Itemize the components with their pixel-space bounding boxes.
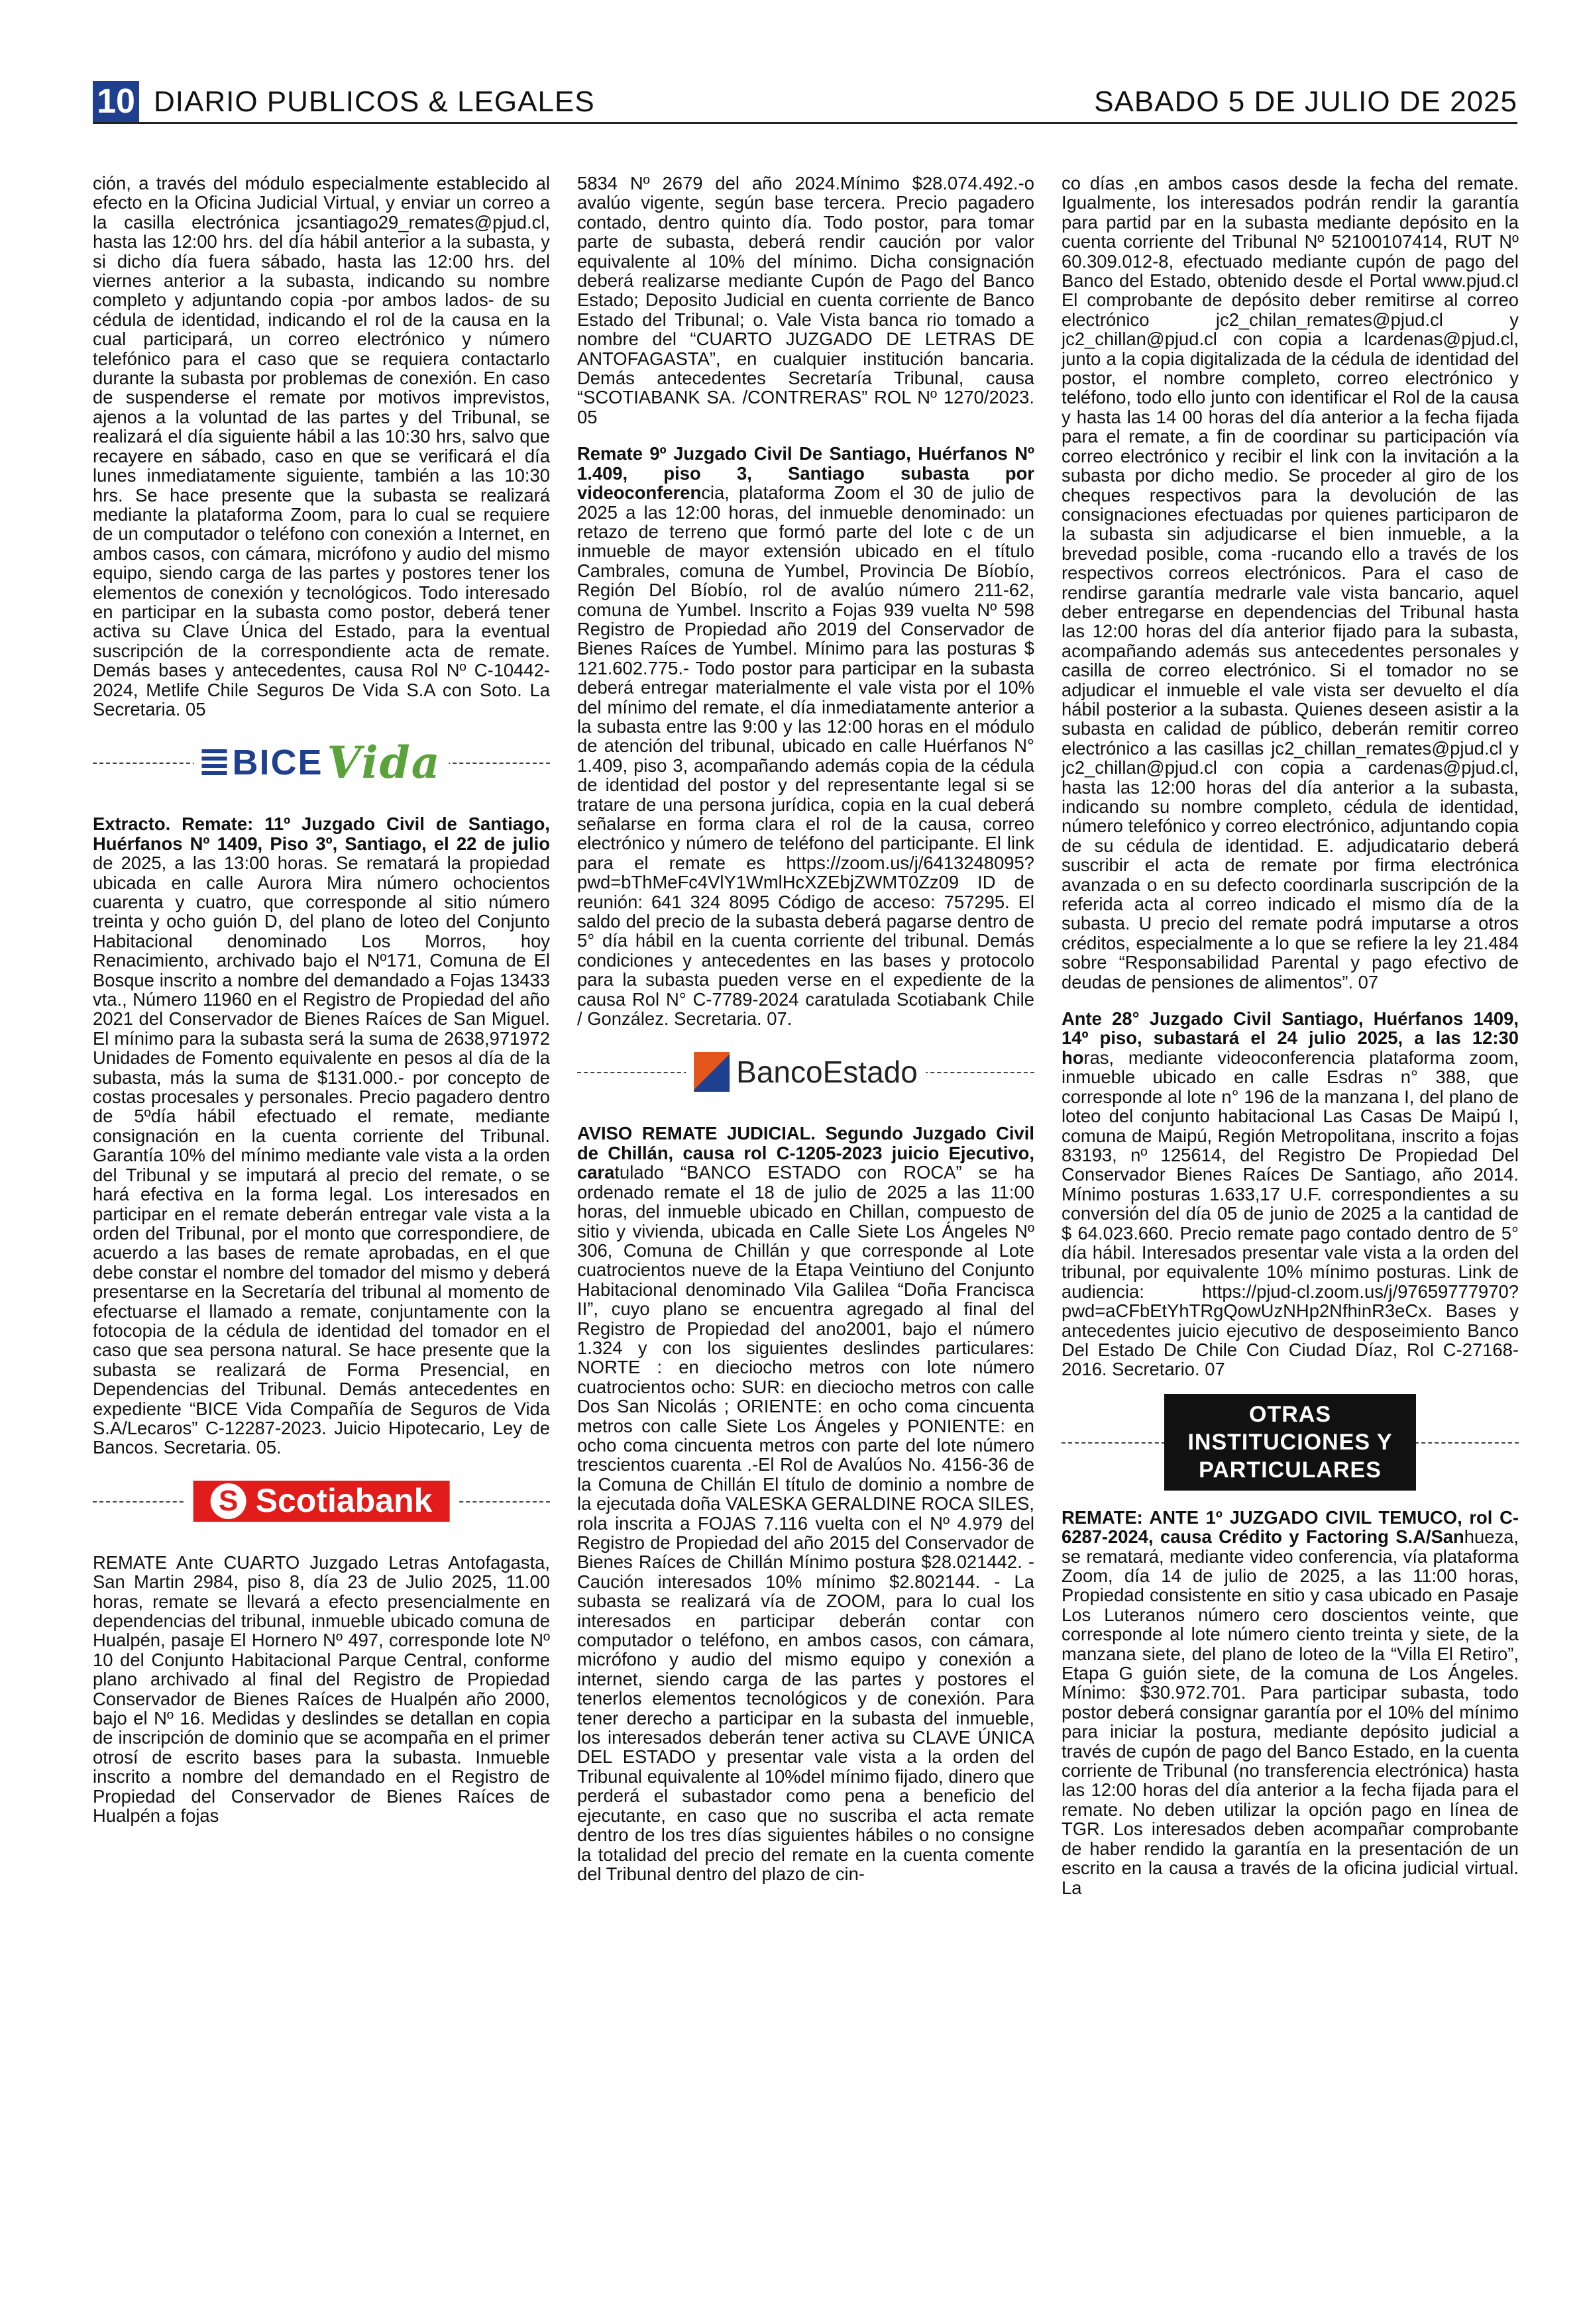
bancoestado-logo: BancoEstado <box>577 1039 1034 1105</box>
notice-heading: Extracto. Remate: 11º Juzgado Civil de Santiago, Huérfanos Nº 1409, Piso 3º, Santiago, el 22 de julio <box>93 814 550 854</box>
column-3 <box>1062 174 1519 1897</box>
bice-lines-icon <box>201 749 227 776</box>
notice-heading: Ante 28° Juzgado Civil Santiago, Huérfanos 1409, 14º piso, subastará el 24 julio 2025, a las 12:30 ho <box>1062 1008 1519 1068</box>
section-heading: OTRAS INSTITUCIONES Y PARTICULARES <box>1164 1394 1416 1491</box>
bice-vida-logo: BICE Vida <box>93 729 550 796</box>
column-1 <box>93 174 550 1825</box>
notice-paragraph: REMATE: ANTE 1º JUZGADO CIVIL TEMUCO, rol C-6287-2024, causa Crédito y Factoring S.A/Sanhueza, se rematará, mediante video conferencia, vía plataforma Zoom, día 14 de julio de 2025, a las 11:00 horas, Propiedad consistente en sitio y casa ubicado en Pasaje Los Luteranos número cero doscientos veinte, que corresponde al lote número ciento treinta y siete, de la manzana siete, del plano de loteo de la “Villa El Retiro”, Etapa G guión siete, de la comuna de Los Ángeles. Mínimo: $30.972.701. Para participar subasta, todo postor deberá consignar garantía por el 10% del mínimo para iniciar la postura, mediante depósito judicial a través de cupón de pago del Banco Estado, en la cuenta corriente de Tribunal (no transferencia electrónica) hasta las 12:00 horas del día anterior a la fecha fijada para el remate. No deben utilizar la opción pago en línea de TGR. Los interesados deben acompañar comprobante de haber rendido la garantía en la presentación de un escrito en la causa a través de la oficina judicial virtual. La <box>1062 1506 1519 1898</box>
notice-paragraph: co días ,en ambos casos desde la fecha del remate. Igualmente, los interesados podrán rendir la garantía para partid par en la subasta mediante depósito en la cuenta corriente del Tribunal Nº 52100107414, RUT Nº 60.309.012-8, efectuado mediante cupón de pago del Banco del Estado, obtenido desde el Portal www.pjud.cl El comprobante de depósito deber remitirse al correo electrónico jc2_chilan_remates@pjud.cl y jc2_chillan@pjud.cl con copia a lcardenas@pjud.cl, junto a la copia digitalizada de la cédula de identidad del postor, el nombre completo, correo electrónico y teléfono, todo ello junto con identificar el Rol de la causa y hasta las 14 00 horas del día anterior a la fecha fijada para el remate, a fin de coordinar su participación vía correo electrónico y recibir el link con la invitación a la subasta por dicho medio. Se proceder al giro de los cheques respectivos para la devolución de las consignaciones efectuadas por quienes participaron de la subasta sin adjudicarse el bien inmueble, a la brevedad posible, coma -rucando ello a través de los respectivos correos electrónicos. Para el caso de rendirse garantía medrarle vale vista bancario, aquel deber entregarse en dependencias del Tribunal hasta las 12:00 horas del día anterior fijado para la subasta, acompañando además sus antecedentes personales y casilla de correo electrónico. Si el tomador no se adjudicar el inmueble el vale vista ser devuelto el día hábil posterior a la subasta. Quienes deseen asistir a la subasta en calidad de público, deberán remitir correo electrónico a las casillas jc2_chillan_remates@pjud.cl y jc2_chillan@pjud.cl con copia a cardenas@pjud.cl, hasta las 12:00 horas del día anterior a la subasta, indicando su nombre completo, cédula de identidad, número telefónico y correo electrónico, adjuntando copia de su cédula de identidad. E. adjudicatario deberá suscribir el acta de remate por firma electrónica avanzada o en su defecto coordinarla suscripción de la referida acta al correo indicado el mismo día de la subasta. U precio del remate podrá imputarse a otros créditos, especialmente a lo que se refiere la ley 21.484 sobre “Responsabilidad Parental y pago efectivo de deudas de pensiones de alimentos”. 07 <box>1062 173 1519 992</box>
issue-date: SABADO 5 DE JULIO DE 2025 <box>1094 85 1517 118</box>
notice-paragraph: Extracto. Remate: 11º Juzgado Civil de Santiago, Huérfanos Nº 1409, Piso 3º, Santiago, el 22 de julio de 2025, a las 13:00 horas. Se rematará la propiedad ubicada en calle Aurora Mira número ochocientos cuarenta y cuatro, que corresponde al sitio número treinta y ocho guión D, del plano de loteo del Conjunto Habitacional denominado Los Morros, hoy Renacimiento, archivado bajo el Nº171, Comuna de El Bosque inscrito a nombre del demandado a Fojas 13433 vta., Número 11960 en el Registro de Propiedad del año 2021 del Conservador de Bienes Raíces de San Miguel. El mínimo para la subasta será la suma de 2638,971972 Unidades de Fomento equivalente en pesos al día de la subasta, más la suma de $131.000.- por concepto de costas procesales y personales. Precio pagadero dentro de 5ºdía hábil efectuado el remate, mediante consignación en la cuenta corriente del Tribunal. Garantía 10% del mínimo mediante vale vista a la orden del Tribunal y se imputará al precio del remate, o se hará efectiva en la forma legal. Los interesados en participar en el remate deberán entregar vale vista a la orden del Tribunal, por el monto que correspondiere, de acuerdo a las bases de remate aprobadas, en el que debe constar el nombre del tomador del mismo y deberá presentarse en la Secretaría del tribunal al momento de efectuarse el llamado a remate, conjuntamente con la fotocopia de la cédula de identidad del tomador en el caso que sea persona natural. Se hace presente que la subasta se realizará de Forma Presencial, en Dependencias del Tribunal. Demás antecedentes en expediente “BICE Vida Compañía de Seguros de Vida S.A/Lecaros” C-12287-2023. Juicio Hipotecario, Ley de Bancos. Secretaria. 05. <box>93 814 550 1458</box>
page-header <box>93 81 1517 124</box>
notice-paragraph: ción, a través del módulo especialmente establecido al efecto en la Oficina Judicial Virtual, y enviar un correo a la casilla electrónica jcsantiago29_remates@pjud.cl, hasta las 12:00 hrs. del día hábil anterior a la subasta, y si dicho día fuera sábado, hasta las 12:00 hrs. del viernes anterior a la subasta, indicando su nombre completo y adjuntando copia -por ambos lados- de su cédula de identidad, indicando el rol de la causa en la cual participará, un correo electrónico y número telefónico para el caso que se requiera contactarlo durante la subasta por problemas de conexión. En caso de suspenderse el remate por motivos imprevistos, ajenos a la voluntad de las partes y del Tribunal, se realizará el día siguiente hábil a las 10:30 hrs, salvo que recayere en sábado, caso en que se verificará el día lunes inmediatamente siguiente, también a las 10:30 hrs. Se hace presente que la subasta se realizará mediante la plataforma Zoom, para lo cual se requiere de un computador o teléfono con conexión a Internet, en ambos casos, con cámara, micrófono y audio del mismo equipo, siendo carga de las partes y postores tener los elementos de conexión y tecnológicos. Todo interesado en participar en la subasta como postor, deberá tener activa su Clave Única del Estado, para la eventual suscripción de la correspondiente acta de remate. Demás bases y antecedentes, causa Rol Nº C-10442-2024, Metlife Chile Seguros De Vida S.A con Soto. La Secretaria. 05 <box>93 173 550 719</box>
scotiabank-logo: S Scotiabank <box>93 1468 550 1534</box>
page-number: 10 <box>93 81 139 122</box>
notice-paragraph: AVISO REMATE JUDICIAL. Segundo Juzgado Civil de Chillán, causa rol C-1205-2023 juicio Ejecutivo, caratulado “BANCO ESTADO con ROCA” se ha ordenado remate el 18 de julio de 2025 a las 11:00 horas, del inmueble ubicado en Chillan, compuesto de sitio y vivienda, ubicada en Calle Siete Los Ángeles Nº 306, Comuna de Chillán y que corresponde al Lote cuatrocientos nueve de la Etapa Veintiuno del Conjunto Habitacional denominado Vila Galilea “Doña Francisca II”, cuyo plano se encuentra agregado al final del Registro de Propiedad del ano2001, bajo el número 1.324 y con los siguientes deslindes particulares: NORTE : en dieciocho metros con lote número cuatrocientos ocho: SUR: en dieciocho metros con calle Dos San Nicolás ; ORIENTE: en ocho coma cincuenta metros con calle Siete Los Ángeles y PONIENTE: en ocho coma cincuenta metros con parte del lote número trescientos cuarenta .-El Rol de Avalúos No. 4156-36 de la Comuna de Chillán El título de dominio a nombre de la ejecutada doña VALESKA GERALDINE ROCA SILES, rola inscrita a FOJAS 7.116 vuelta con el Nº 4.979 del Registro de Propiedad del año 2015 del Conservador de Bienes Raíces de Chillán Mínimo postura $28.021442. - Caución interesados 10% mínimo $2.802144. - La subasta se realizará vía de ZOOM, para lo cual los interesados en participar deberán contar con computador o teléfono, en ambos casos, con cámara, micrófono y audio del mismo equipo y conexión a internet, siendo carga de las partes y postores el tenerlos elementos tecnológicos y de conexión. Para tener derecho a participar en la subasta del inmueble, los interesados deberán tener activa su CLAVE ÚNICA DEL ESTADO y presentar vale vista a la orden del Tribunal equivalente al 10%del mínimo fijado, dinero que perderá el subastador como pena a beneficio del ejecutante, en caso que no suscriba el acta remate dentro de los tres días siguientes hábiles o no consigne la totalidad del precio del remate en la cuenta comente del Tribunal dentro del plazo de cin- <box>577 1123 1034 1884</box>
notice-heading: Remate 9º Juzgado Civil De Santiago, Huérfanos Nº 1.409, piso 3, Santiago subasta por videoconferen <box>577 443 1034 503</box>
notice-paragraph: Ante 28° Juzgado Civil Santiago, Huérfanos 1409, 14º piso, subastará el 24 julio 2025, a las 12:30 horas, mediante videoconferencia plataforma zoom, inmueble ubicado en calle Esdras n° 388, que corresponde al lote n° 196 de la manzana I, del plano de loteo del conjunto habitacional Las Casas De Maipú I, comuna de Maipú, Región Metropolitana, inscrito a fojas 83193, nº 125614, del Registro De Propiedad Del Conservador Bienes Raíces De Santiago, año 2014. Mínimo posturas 1.633,17 U.F. correspondientes a su conversión del día 05 de junio de 2025 a la cantidad de $ 64.023.660. Precio remate pago contado dentro de 5° día hábil. Interesados presentar vale vista a la orden del tribunal, por equivalente 10% mínimo posturas. Link de audiencia: https://pjud-cl.zoom.us/j/97659777970?pwd=aCFbEtYhTRgQowUzNHp2NfhinR3eCx. Bases y antecedentes juicio ejecutivo de desposeimiento Banco Del Estado De Chile Con Ciudad Díaz, Rol C-27168-2016. Secretario. 07 <box>1062 1008 1519 1380</box>
bancoestado-house-icon <box>694 1052 730 1092</box>
scotiabank-s-icon: S <box>211 1483 246 1519</box>
column-2 <box>577 174 1034 1883</box>
notice-heading: AVISO REMATE JUDICIAL. Segundo Juzgado Civil de Chillán, causa rol C-1205-2023 juicio Ejecutivo, cara <box>577 1123 1034 1183</box>
notice-paragraph: REMATE Ante CUARTO Juzgado Letras Antofagasta, San Martin 2984, piso 8, día 23 de Julio 2025, 11.00 horas, remate se llevará a efecto presencialmente en dependencias del tribunal, inmueble ubicado comuna de Hualpén, pasaje El Hornero Nº 497, corresponde lote Nº 10 del Conjunto Habitacional Parque Central, conforme plano archivado al final del Registro de Propiedad Conservador de Bienes Raíces de Hualpén año 2000, bajo el Nº 16. Medidas y deslindes se detallan en copia de inscripción de dominio que se acompaña en el primer otrosí de escrito bases para la subasta. Inmueble inscrito a nombre del demandado en el Registro de Propiedad del Conservador de Bienes Raíces de Hualpén a fojas <box>93 1552 550 1826</box>
notice-heading: REMATE: ANTE 1º JUZGADO CIVIL TEMUCO, rol C-6287-2024, causa Crédito y Factoring S.A/San <box>1062 1506 1519 1548</box>
notice-paragraph: Remate 9º Juzgado Civil De Santiago, Huérfanos Nº 1.409, piso 3, Santiago subasta por videoconferencia, plataforma Zoom el 30 de julio de 2025 a las 12:00 horas, del inmueble denominado: un retazo de terreno que formó parte del lote c de un inmueble de mayor extensión ubicado en el título Cambrales, comuna de Yumbel, Provincia De Bíobío, Región Del Bíobío, rol de avalúo número 211-62, comuna de Yumbel. Inscrito a Fojas 939 vuelta Nº 598 Registro de Propiedad año 2019 del Conservador de Bienes Raíces de Yumbel. Mínimo para las posturas $ 121.602.775.- Todo postor para participar en la subasta deberá entregar materialmente el vale vista por el 10% del mínimo del remate, el día inmediatamente anterior a la subasta entre las 9:00 y las 12:00 horas en el módulo de atención del tribunal, ubicado en calle Huérfanos N° 1.409, piso 3, acompañando además copia de la cédula de identidad del postor y del representante legal si se tratare de una persona jurídica, copia en la cual deberá señalarse en forma clara el rol de la causa, correo electrónico y número de teléfono del participante. El link para el remate es https://zoom.us/j/6413248095?pwd=bThMeFc4VlY1WmlHcXZEbjZWMT0Zz09 ID de reunión: 641 324 8095 Código de acceso: 757295. El saldo del precio de la subasta deberá pagarse dentro de 5° día hábil en la cuenta corriente del tribunal. Demás condiciones y antecedentes en las bases y protocolo para la subasta pueden verse en el expediente de la causa Rol N° C-7789-2024 caratulada Scotiabank Chile / González. Secretaria. 07. <box>577 443 1034 1030</box>
newspaper-name: DIARIO PUBLICOS & LEGALES <box>154 85 595 118</box>
notice-paragraph: 5834 Nº 2679 del año 2024.Mínimo $28.074.492.-o avalúo vigente, según base tercera. Precio pagadero contado, dentro quinto día. Todo postor, para tomar parte de subasta, deberá rendir caución por valor equivalente al 10% del mínimo. Dicha consignación deberá realizarse mediante Cupón de Pago del Banco Estado; Deposito Judicial en cuenta corriente de Banco Estado del Tribunal; o. Vale Vista banca rio tomado a nombre del “CUARTO JUZGADO DE LETRAS DE ANTOFAGASTA”, en cualquier institución bancaria. Demás antecedentes Secretaría Tribunal, causa “SCOTIABANK SA. /CONTRERAS” ROL Nº 1270/2023. 05 <box>577 173 1034 427</box>
